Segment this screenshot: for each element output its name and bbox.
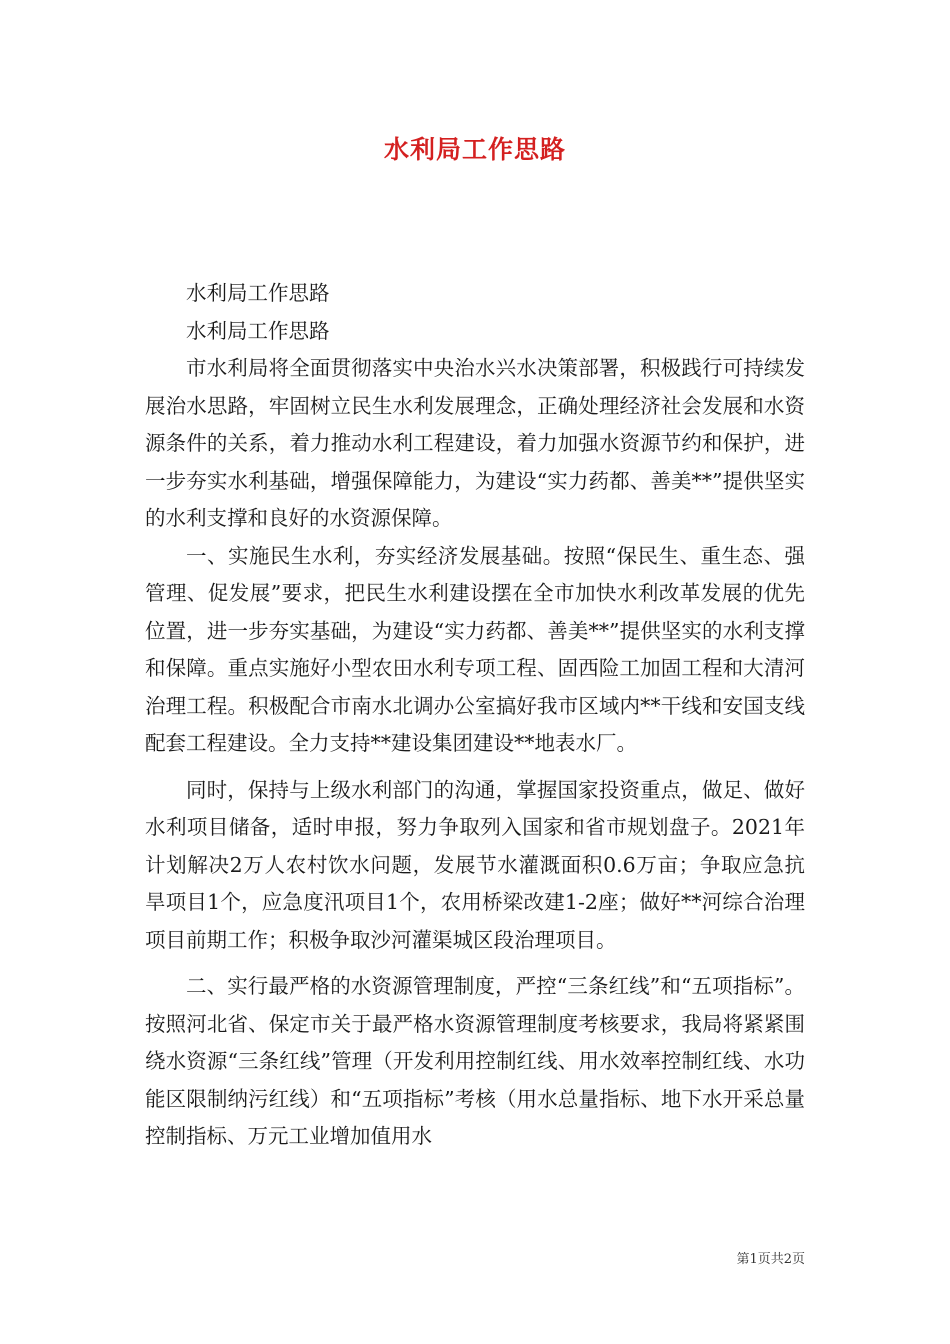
paragraph-section-2: 二、实行最严格的水资源管理制度，严控“三条红线”和“五项指标”。按照河北省、保定市关于最严格水资源管理制度考核要求，我局将紧紧围绕水资源“三条红线”管理（开发利用控制红线、用水效率控制红线、水功能区限制纳污红线）和“五项指标”考核（用水总量指标、地下水开采总量控制指标、万元工业增加值用水: [145, 974, 805, 1148]
paragraph-intro: 市水利局将全面贯彻落实中央治水兴水决策部署，积极践行可持续发展治水思路，牢固树立民生水利发展理念，正确处理经济社会发展和水资源条件的关系，着力推动水利工程建设，着力加强水资源节约和保护，进一步夯实水利基础，增强保障能力，为建设“实力药都、善美**”提供坚实的水利支撑和良好的水资源保障。: [145, 356, 805, 530]
page-number: 第1页共2页: [736, 1252, 805, 1267]
paragraph-heading-1: 水利局工作思路: [186, 281, 330, 305]
document-body: [145, 275, 805, 1156]
paragraph-section-1-cont: 同时，保持与上级水利部门的沟通，掌握国家投资重点，做足、做好水利项目储备，适时申报，努力争取列入国家和省市规划盘子。2021年计划解决2万人农村饮水问题，发展节水灌溉面积0.6万亩；争取应急抗旱项目1个，应急度汛项目1个，农用桥梁改建1-2座；做好**河综合治理项目前期工作；积极争取沙河灌渠城区段治理项目。: [145, 777, 805, 952]
paragraph-heading-2: 水利局工作思路: [186, 318, 330, 343]
paragraph-section-1: 一、实施民生水利，夯实经济发展基础。按照“保民生、重生态、强管理、促发展”要求，把民生水利建设摆在全市加快水利改革发展的优先位置，进一步夯实基础，为建设“实力药都、善美**”提供坚实的水利支撑和保障。重点实施好小型农田水利专项工程、固西险工加固工程和大清河治理工程。积极配合市南水北调办公室搞好我市区域内**干线和安国支线配套工程建设。全力支持**建设集团建设**地表水厂。: [145, 543, 805, 755]
document-title: 水利局工作思路: [383, 135, 566, 164]
